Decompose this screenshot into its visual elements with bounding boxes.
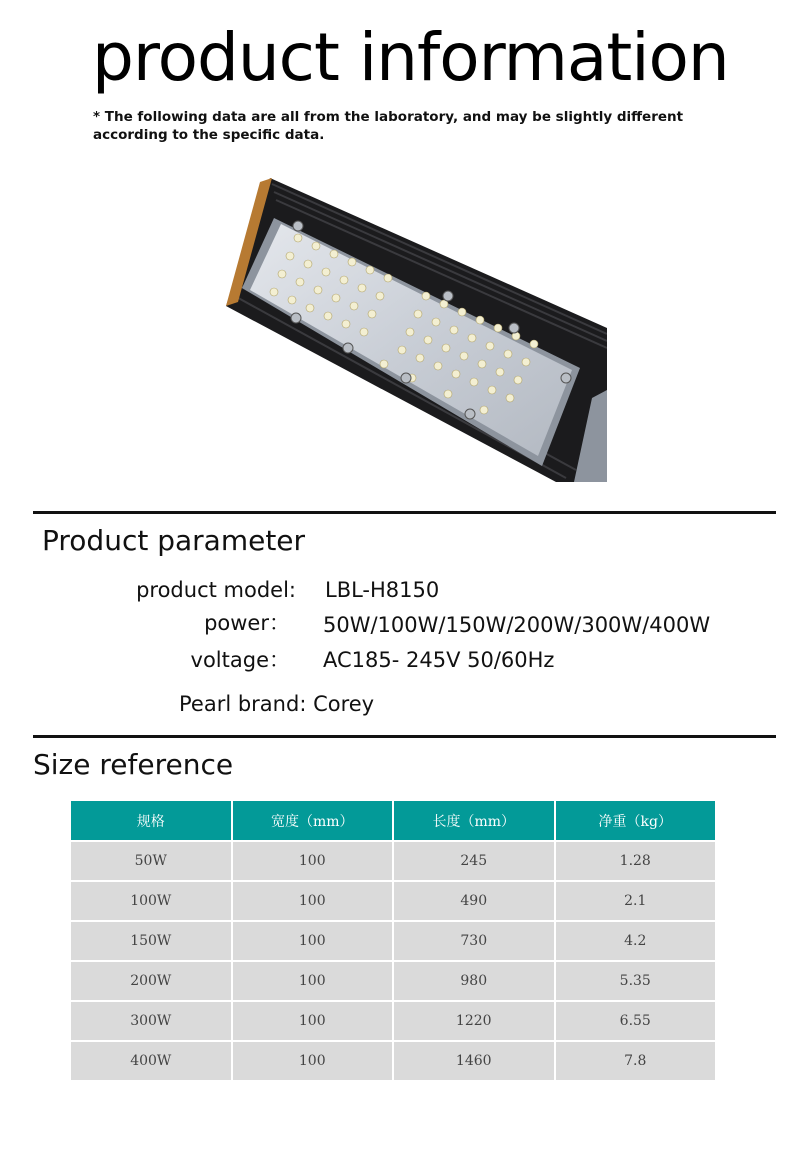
table-row	[70, 841, 716, 881]
product-model-value: LBL-H8150	[325, 578, 440, 602]
column-header: 长度（mm）	[393, 800, 555, 841]
table-cell: 2.1	[555, 881, 717, 921]
table-cell: 100	[232, 1041, 394, 1081]
table-cell: 1.28	[555, 841, 717, 881]
power-label: power：	[204, 611, 290, 635]
table-row	[70, 1041, 716, 1081]
pearl-brand-text: Pearl brand: Corey	[179, 692, 375, 716]
size-reference-heading: Size reference	[33, 748, 234, 781]
column-header: 规格	[70, 800, 232, 841]
table-cell: 100	[232, 961, 394, 1001]
section-divider	[33, 735, 776, 738]
power-value: 50W/100W/150W/200W/300W/400W	[323, 613, 711, 637]
table-cell: 245	[393, 841, 555, 881]
table-cell: 730	[393, 921, 555, 961]
table-cell: 490	[393, 881, 555, 921]
section-divider	[33, 511, 776, 514]
table-cell: 7.8	[555, 1041, 717, 1081]
table-cell: 100	[232, 881, 394, 921]
table-cell: 400W	[70, 1041, 232, 1081]
table-cell: 200W	[70, 961, 232, 1001]
table-header-row	[70, 800, 716, 841]
table-row	[70, 921, 716, 961]
table-row	[70, 881, 716, 921]
table-cell: 1220	[393, 1001, 555, 1041]
table-cell: 100	[232, 1001, 394, 1041]
lab-data-note: * The following data are all from the laboratory, and may be slightly different according to the specific data.	[93, 109, 684, 143]
table-cell: 980	[393, 961, 555, 1001]
table-cell: 1460	[393, 1041, 555, 1081]
table-cell: 5.35	[555, 961, 717, 1001]
product-parameter-heading: Product parameter	[42, 524, 306, 557]
table-cell: 50W	[70, 841, 232, 881]
size-reference-table	[69, 799, 717, 1082]
product-model-label: product model:	[136, 578, 296, 602]
table-cell: 100W	[70, 881, 232, 921]
table-cell: 100	[232, 841, 394, 881]
column-header: 宽度（mm）	[232, 800, 394, 841]
voltage-label: voltage：	[190, 648, 290, 672]
table-cell: 150W	[70, 921, 232, 961]
table-cell: 100	[232, 921, 394, 961]
voltage-value: AC185- 245V 50/60Hz	[323, 648, 555, 672]
table-row	[70, 1001, 716, 1041]
led-floodlight-module-photo	[226, 178, 607, 482]
table-cell: 300W	[70, 1001, 232, 1041]
column-header: 净重（kg）	[555, 800, 717, 841]
page-title: product information	[92, 19, 729, 96]
table-cell: 4.2	[555, 921, 717, 961]
table-cell: 6.55	[555, 1001, 717, 1041]
table-row	[70, 961, 716, 1001]
